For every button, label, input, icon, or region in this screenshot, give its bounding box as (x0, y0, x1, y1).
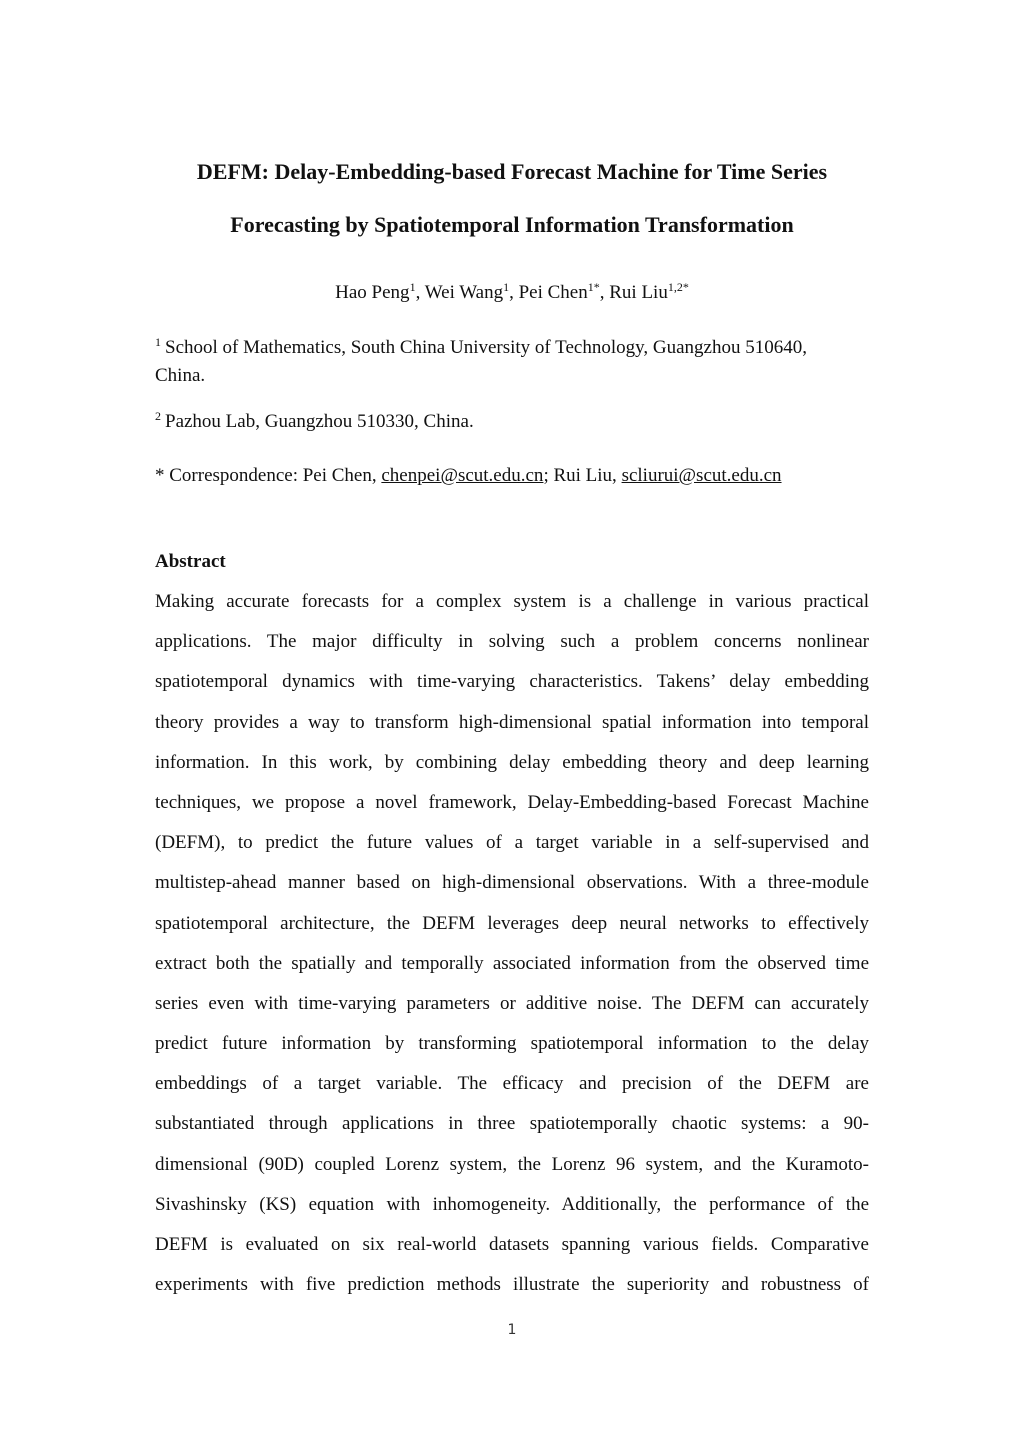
author-list (0, 282, 1024, 304)
author-name: Wei Wang (424, 282, 504, 303)
affiliation-2-mark: 2 (155, 409, 161, 423)
author-name: Rui Liu (609, 282, 668, 303)
author-separator: , (509, 282, 519, 303)
affiliation-2-text: Pazhou Lab, Guangzhou 510330, China. (165, 411, 474, 432)
author-name: Hao Peng (335, 282, 410, 303)
affiliation-1-text-cont: China. (155, 365, 206, 386)
abstract-line: multistep-ahead manner based on high-dimensional observations. With a three-module (155, 872, 869, 894)
abstract-line: Sivashinsky (KS) equation with inhomogeneity. Additionally, the performance of the (155, 1193, 869, 1215)
abstract-line: techniques, we propose a novel framework, Delay-Embedding-based Forecast Machine (155, 791, 869, 813)
abstract-line: spatiotemporal architecture, the DEFM leverages deep neural networks to effectively (155, 912, 869, 934)
abstract-line: embeddings of a target variable. The efficacy and precision of the DEFM are (155, 1073, 869, 1095)
affiliation-1-text: School of Mathematics, South China University of Technology, Guangzhou 510640, (165, 337, 807, 358)
abstract-line: substantiated through applications in three spatiotemporally chaotic systems: a 90- (155, 1113, 869, 1135)
abstract-line: DEFM is evaluated on six real-world datasets spanning various fields. Comparative (155, 1234, 869, 1255)
page-number: 1 (507, 1322, 517, 1338)
author-separator: , (599, 282, 610, 303)
email-link-scliurui[interactable]: scliurui@scut.edu.cn (621, 465, 782, 486)
abstract-line: (DEFM), to predict the future values of a target variable in a self-supervised and (155, 832, 869, 854)
abstract-body (155, 582, 869, 1305)
abstract-line: dimensional (90D) coupled Lorenz system, the Lorenz 96 system, and the Kuramoto- (155, 1153, 869, 1175)
abstract-heading: Abstract (155, 551, 226, 572)
author-affiliation-mark: 1 (409, 280, 416, 294)
author-affiliation-mark: 1 (503, 280, 510, 294)
abstract-line: theory provides a way to transform high-dimensional spatial information into temporal (155, 711, 869, 733)
author-affiliation-mark: 1* (587, 280, 600, 294)
correspondence-middle: ; Rui Liu, (543, 465, 622, 486)
author-name: Pei Chen (518, 282, 588, 303)
affiliation-2 (155, 408, 869, 436)
correspondence-prefix: * Correspondence: Pei Chen, (155, 465, 382, 486)
author-separator: , (415, 282, 425, 303)
affiliation-1-mark: 1 (155, 335, 161, 349)
abstract-line: Making accurate forecasts for a complex system is a challenge in various practical (155, 591, 869, 612)
abstract-line: series even with time-varying parameters or additive noise. The DEFM can accurately (155, 992, 869, 1014)
author-affiliation-mark: 1,2* (667, 280, 689, 294)
abstract-line: information. In this work, by combining delay embedding theory and deep learning (155, 751, 869, 773)
affiliation-1 (155, 334, 869, 390)
paper-title-line-2: Forecasting by Spatiotemporal Information Transformation (230, 212, 794, 237)
email-link-chenpei[interactable]: chenpei@scut.edu.cn (381, 465, 544, 486)
abstract-line: predict future information by transforming spatiotemporal information to the delay (155, 1033, 869, 1055)
abstract-line: extract both the spatially and temporally associated information from the observed time (155, 952, 869, 974)
abstract-line: experiments with five prediction methods illustrate the superiority and robustness of (155, 1274, 869, 1296)
abstract-line: spatiotemporal dynamics with time-varying characteristics. Takens’ delay embedding (155, 671, 869, 693)
correspondence (155, 462, 869, 490)
abstract-line: applications. The major difficulty in solving such a problem concerns nonlinear (155, 631, 869, 653)
paper-title-line-1: DEFM: Delay-Embedding-based Forecast Machine for Time Series (196, 159, 828, 184)
